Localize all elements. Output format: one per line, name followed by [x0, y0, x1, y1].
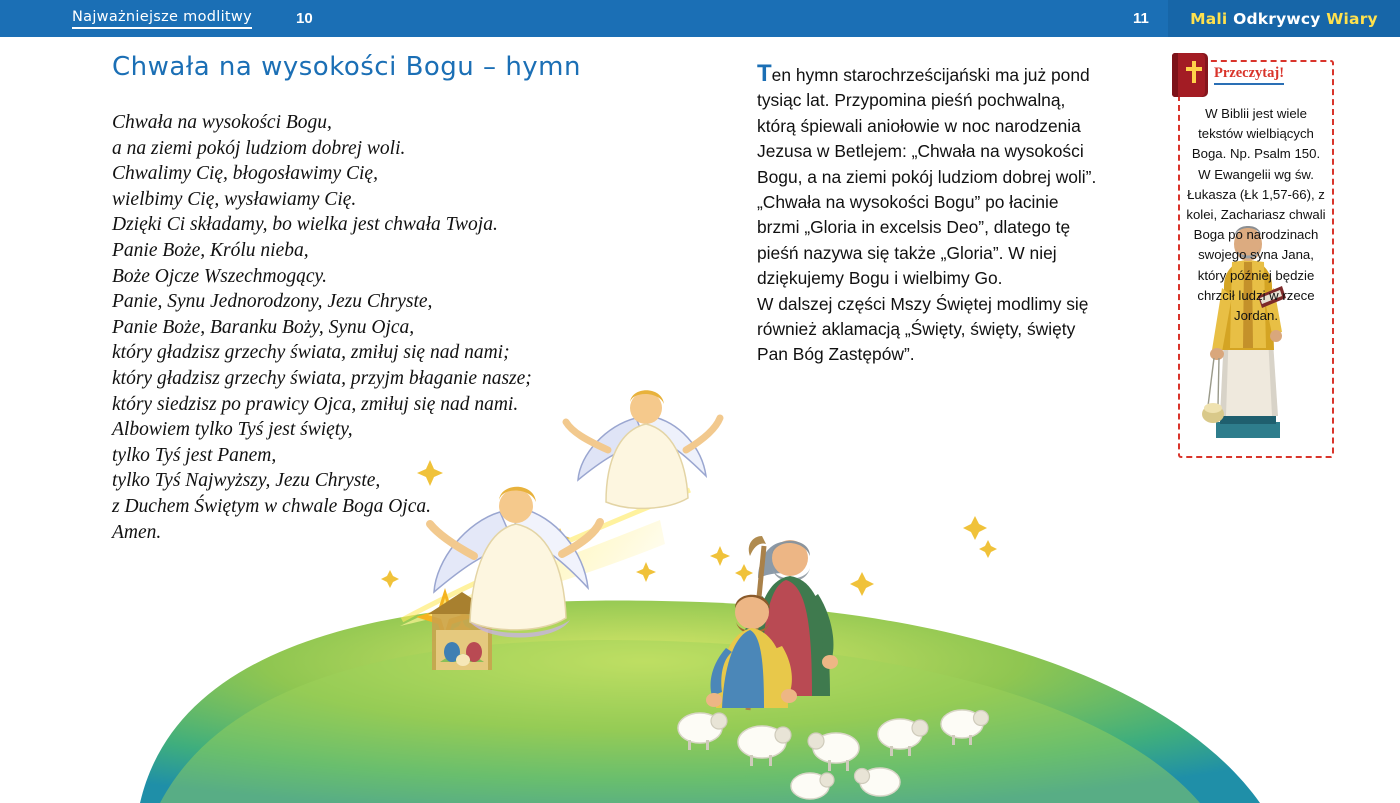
manger-stable [428, 592, 496, 670]
page-number-left: 10 [296, 10, 313, 27]
prayer-line: a na ziemi pokój ludziom dobrej woli. [112, 137, 406, 159]
prayer-line: Boże Ojcze Wszechmogący. [112, 265, 327, 287]
shepherd-kneeling [706, 595, 797, 708]
bible-book-icon [1172, 53, 1208, 97]
header-section-label: Najważniejsze modlitwy [72, 9, 252, 29]
green-hill [140, 601, 1260, 803]
prayer-line: który gładzisz grzechy świata, zmiłuj się nad nami; [112, 342, 510, 364]
brand-word-2: Odkrywcy [1233, 9, 1321, 28]
explanation-paragraph-1 [757, 62, 1097, 190]
read-callout-header [1172, 52, 1342, 98]
drop-cap: T [757, 60, 772, 87]
read-callout-label: Przeczytaj! [1214, 65, 1284, 85]
brand-word-3: Wiary [1326, 9, 1378, 28]
header-section-tab [60, 0, 264, 37]
prayer-line: Panie Boże, Baranku Boży, Synu Ojca, [112, 316, 415, 338]
prayer-line: Panie, Synu Jednorodzony, Jezu Chryste, [112, 291, 433, 313]
shepherd-standing [738, 536, 838, 710]
cross-icon [1192, 61, 1196, 83]
sheep-flock [678, 710, 989, 799]
prayer-line: Chwalimy Cię, błogosławimy Cię, [112, 163, 378, 185]
brand-tab [1168, 0, 1400, 37]
prayer-line: wielbimy Cię, wysławiamy Cię. [112, 188, 357, 210]
page-title: Chwała na wysokości Bogu – hymn [112, 52, 581, 82]
prayer-line: tylko Tyś Najwyższy, Jezu Chryste, [112, 470, 381, 492]
page-number-right: 11 [1133, 10, 1149, 27]
explanation-column [757, 62, 1097, 368]
explanation-text-1: en hymn starochrześcijański ma już pond tysiąc lat. Przypomina pieśń pochwalną, którą śpiewali aniołowie w noc narodzenia Jezusa w Betlejem: „Chwała na wysokości Bogu, a na ziemi pokój ludziom dobrej woli”. [757, 65, 1097, 187]
prayer-line: Albowiem tylko Tyś jest święty, [112, 419, 353, 441]
prayer-line: Dzięki Ci składamy, bo wielka jest chwała Twoja. [112, 214, 498, 236]
star-of-bethlehem [416, 588, 474, 646]
brand-word-1: Mali [1190, 9, 1228, 28]
prayer-line: który siedzisz po prawicy Ojca, zmiłuj się nad nami. [112, 393, 519, 415]
prayer-line: z Duchem Świętym w chwale Boga Ojca. [112, 495, 431, 517]
read-callout-text: W Biblii jest wiele tekstów wielbiących Boga. Np. Psalm 150. W Ewangelii wg św. Łukasza (Łk 1,57-66), z kolei, Zachariasz chwali Boga po narodzinach swojego syna Jana, który później będzie chrzcił ludzi w rzece Jordan. [1186, 106, 1326, 324]
prayer-line: tylko Tyś jest Panem, [112, 444, 277, 466]
explanation-paragraph-3: W dalszej części Mszy Świętej modlimy się również aklamacją „Święty, święty, święty Pan Bóg Zastępów”. [757, 293, 1089, 365]
cross-icon-bar [1186, 67, 1202, 71]
prayer-column [112, 52, 712, 545]
prayer-text [112, 110, 712, 545]
prayer-line: który gładzisz grzechy świata, przyjm błaganie nasze; [112, 367, 532, 389]
prayer-line: Panie Boże, Królu nieba, [112, 239, 309, 261]
explanation-paragraph-2: „Chwała na wysokości Bogu” po łacinie brzmi „Gloria in excelsis Deo”, dlatego tę pieśń nazywa się także „Gloria”. W niej dziękujemy Bogu i wielbimy Go. [757, 192, 1071, 289]
prayer-line: Amen. [112, 521, 162, 543]
prayer-line: Chwała na wysokości Bogu, [112, 112, 332, 133]
book-spine [1172, 53, 1178, 97]
page-header [0, 0, 1400, 37]
brand-title [1190, 10, 1378, 28]
